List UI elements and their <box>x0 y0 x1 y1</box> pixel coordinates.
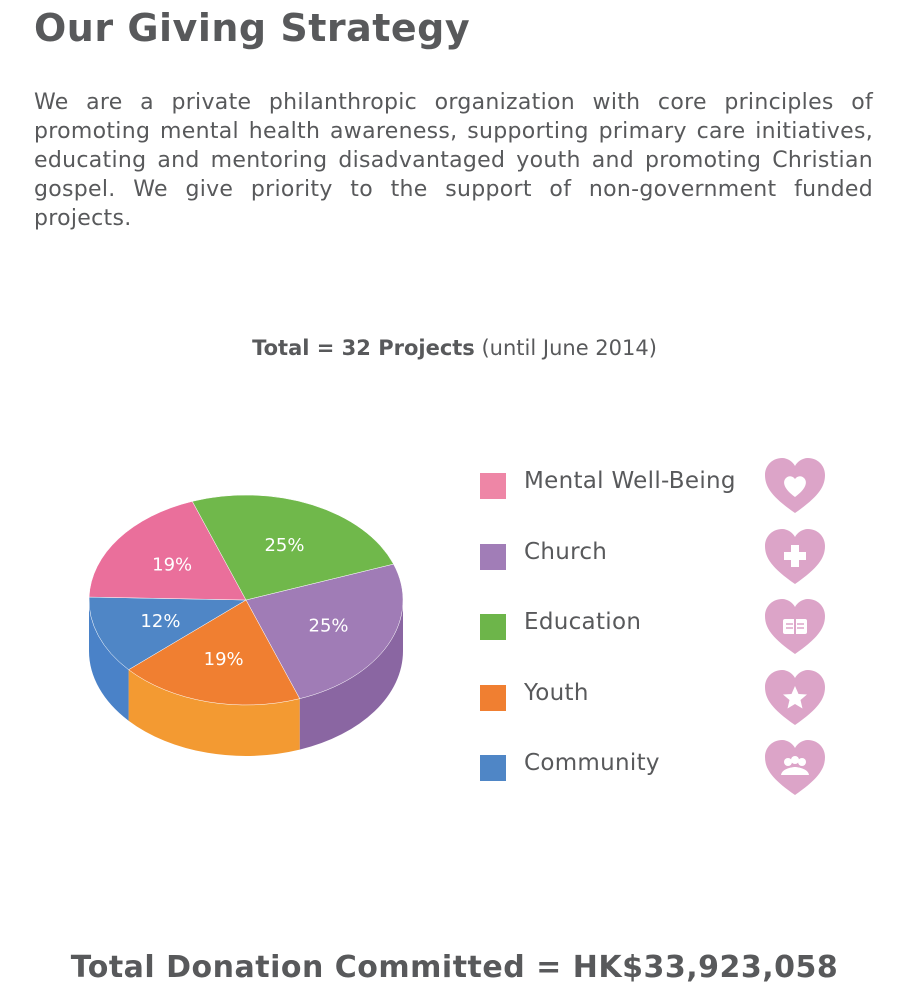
legend-swatch <box>480 685 506 711</box>
pie-label-mental-well-being: 19% <box>152 554 193 576</box>
legend-item-church <box>478 526 858 586</box>
legend-swatch <box>480 614 506 640</box>
heart-book-icon <box>764 598 826 656</box>
heart-people-icon <box>764 739 826 797</box>
total-donation-text: Total Donation Committed = HK$33,923,058 <box>70 950 839 985</box>
pie-label-youth: 19% <box>203 649 244 671</box>
pie-chart <box>0 430 460 770</box>
legend-swatch <box>480 544 506 570</box>
intro-paragraph: We are a private philanthropic organization with core principles of promoting mental health awareness, supporting primary care initiatives, educating and mentoring disadvantaged youth and promoting Christian gospel. We give priority to the support of non-government funded projects. <box>34 90 873 231</box>
legend-item-youth <box>478 667 858 727</box>
total-projects: Total = 32 Projects <box>252 336 475 360</box>
legend-label: Youth <box>524 679 589 706</box>
legend-item-community <box>478 737 858 797</box>
chart-total-line <box>0 336 909 360</box>
legend-item-mental-well-being <box>478 455 858 515</box>
legend-label: Church <box>524 538 608 565</box>
heart-star-icon <box>764 669 826 727</box>
heart-cross-icon <box>764 528 826 586</box>
legend-label: Community <box>524 750 660 776</box>
heart-icon <box>764 457 826 515</box>
total-note: (until June 2014) <box>474 336 657 360</box>
legend-swatch <box>480 755 506 781</box>
legend-item-education <box>478 596 858 656</box>
pie-label-church: 25% <box>308 615 349 637</box>
legend-swatch <box>480 473 506 499</box>
legend-label: Education <box>524 609 642 635</box>
total-donation <box>0 950 909 985</box>
page-title: Our Giving Strategy <box>34 6 471 50</box>
pie-label-community: 12% <box>140 610 181 632</box>
legend-label: Mental Well-Being <box>524 468 736 494</box>
pie-label-education: 25% <box>264 534 305 556</box>
